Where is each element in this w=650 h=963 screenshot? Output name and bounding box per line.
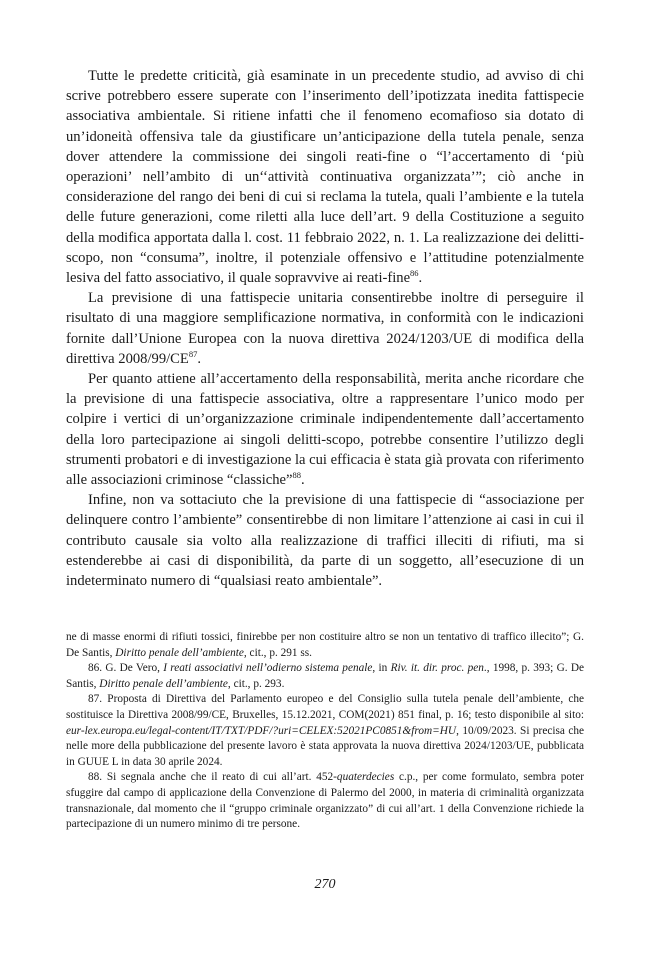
footnote-87: 87. Proposta di Direttiva del Parlamento europeo e del Consiglio sulla tutela penale dell’ambiente, che sostituisce la Direttiva 2008/99/CE, Bruxelles, 15.12.2021, COM(2021) 851 final, p. 16; testo disponibile al sito: eur-lex.europa.eu/legal-content/IT/TXT/PDF/?uri=CELEX:52021PC0851&from=HU, 10/09/2023. Si precisa che nelle more della pubblicazione del presente lavoro è stata approvata la nuova direttiva 2024/1203/UE, pubblicata in GUUE L in data 30 aprile 2024.: [66, 693, 584, 768]
paragraph-3: Per quanto attiene all’accertamento della responsabilità, merita anche ricordare che la previsione di una fattispecie associativa, oltre a rappresentare l’unico modo per colpire i vertici di un’organizzazione criminale indipendentemente dall’accertamento della loro partecipazione ai singoli delitti-scopo, potrebbe consentire l’utilizzo degli strumenti probatori e di investigazione la cui efficacia è stata già provata con riferimento alle associazioni criminose “classiche”$^{88}$.: [66, 371, 585, 489]
footnote-ref-87[interactable]: 87: [188, 348, 198, 359]
eur-lex-link[interactable]: eur-lex.europa.eu/legal-content/IT/TXT/PDF/?uri=CELEX:52021PC0851&from=HU: [66, 724, 457, 737]
footnote-continuation: ne di masse enormi di rifiuti tossici, finirebbe per non costituire altro se non un tentativo di traffico illecito”; G. De Santis, Diritto penale dell’ambiente, cit., p. 291 ss.: [66, 631, 584, 659]
footnote-88: 88. Si segnala anche che il reato di cui all’art. 452-quaterdecies c.p., per come formulato, sembra poter sfuggire dal campo di applicazione della Convenzione di Palermo del 2000, in materia di criminalità organizzata transnazionale, dal momento che il “gruppo criminale organizzato” di cui all’art. 1 della Convenzione richiede la partecipazione di un numero minimo di tre persone.: [66, 771, 584, 831]
footnote-86: 86. G. De Vero, I reati associativi nell’odierno sistema penale, in Riv. it. dir. proc. pen., 1998, p. 393; G. De Santis, Diritto penale dell’ambiente, cit., p. 293.: [66, 662, 584, 690]
main-text: [66, 66, 584, 591]
paragraph-1: Tutte le predette criticità, già esaminate in un precedente studio, ad avviso di chi scrive potrebbero essere superate con l’inserimento dell’ipotizzata inedita fattispecie associativa ambientale. Si ritiene infatti che il fenomeno ecomafioso sia dotato di un’idoneità offensiva tale da giustificare un’anticipazione della tutela penale, senza dover attendere la commissione dei singoli reati-fine o “l’accertamento di ‘più operazioni’ nell’ambito di un‘‘attività continuativa organizzata’”; ciò anche in considerazione del rango dei beni di cui si reclama la tutela, quali l’ambiente e la tutela delle future generazioni, come riletti alla luce dell’art. 9 della Costituzione a seguito della modifica apportata dalla l. cost. 11 febbraio 2022, n. 1. La realizzazione dei delitti-scopo, non “consuma”, inoltre, il potenziale offensivo e l’attitudine potenzialmente lesiva del fatto associativo, il quale sopravvive ai reati-fine$^{86}$.: [66, 68, 584, 287]
paragraph-2: La previsione di una fattispecie unitaria consentirebbe inoltre di perseguire il risultato di una maggiore semplificazione normativa, in conformità con le indicazioni fornite dall’Unione Europea con la nuova direttiva 2024/1203/UE di modifica della direttiva 2008/99/CE$^{87}$.: [66, 290, 584, 367]
footnote-ref-88[interactable]: 88: [292, 470, 302, 481]
page-number: 270: [314, 877, 336, 892]
footnote-ref-86[interactable]: 86: [410, 268, 419, 279]
paragraph-4: Infine, non va sottaciuto che la previsione di una fattispecie di “associazione per delinquere contro l’ambiente” consentirebbe di non limitare l’attenzione ai casi in cui il contributo causale sia volto alla realizzazione di traffici illeciti di rifiuti, ma si estenderebbe ai casi di disponibilità, da parte di un soggetto, all’esecuzione di un indeterminato numero di “qualsiasi reato ambientale”.: [66, 492, 584, 590]
footnotes: [66, 630, 584, 833]
